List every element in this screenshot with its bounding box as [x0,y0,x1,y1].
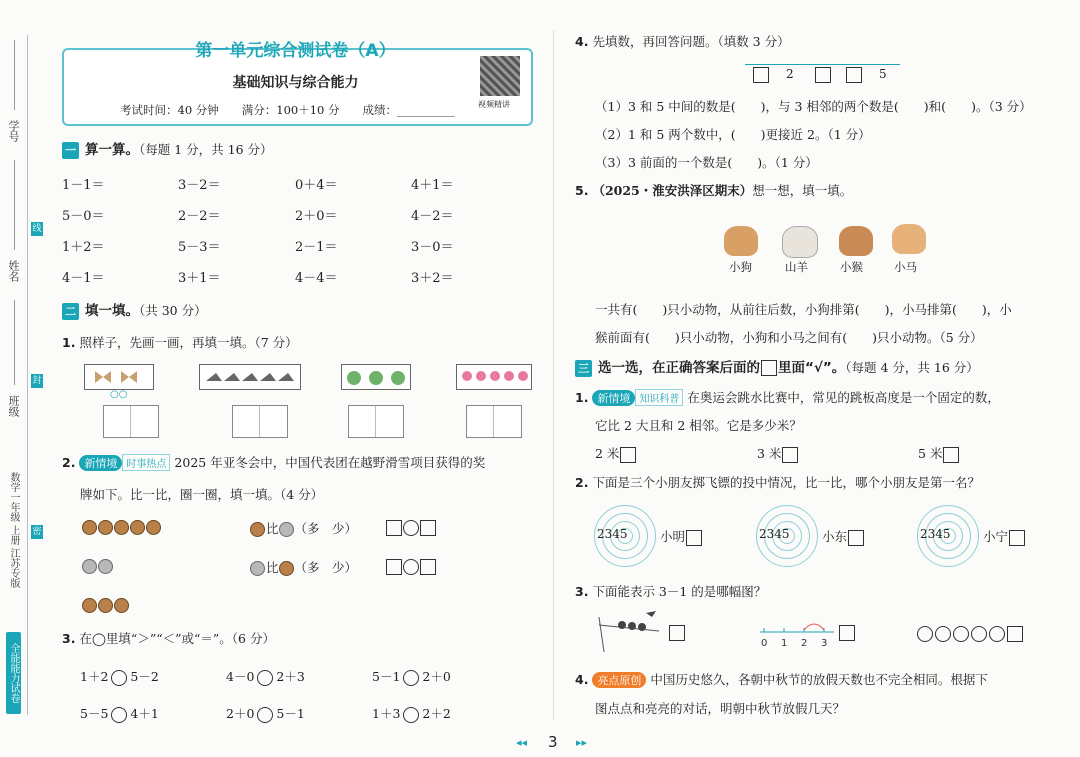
panel-shoes [199,364,301,390]
compare-left: 5－5 [80,706,109,721]
monkey-icon [839,226,873,256]
horse-icon [892,224,926,254]
s3q3-answer-a[interactable] [669,625,685,641]
answer-square[interactable] [420,520,436,536]
q5-prompt: 想一想，填一填。 [752,183,853,198]
s3q2-number: 2. [575,475,589,490]
q5-line-2: 猴前面有( )只小动物，小狗和小马之间有( )只小动物。（5 分） [595,330,983,345]
answer-square[interactable] [1009,530,1025,546]
animal-label-goat: 山羊 [785,260,808,274]
calc-item[interactable]: 3＋2＝ [411,271,454,286]
shoe-icon [200,365,300,389]
nl-label-2: 2 [786,67,794,81]
medal-icon [250,561,265,576]
s3q3-text [575,582,766,600]
flower-icon [457,365,531,389]
q5-source: （2025・淮安洪泽区期末） [592,183,753,198]
s2q1-prompt: 照样子，先画一画，再填一填。（7 分） [79,335,298,350]
child-name: 小宁 [983,529,1009,544]
s3q1-prompt: 在奥运会跳水比赛中，常见的跳板高度是一个固定的数， [687,390,1000,405]
original-tag: 亮点原创 [592,672,646,688]
calc-item[interactable]: 2－2＝ [178,209,221,224]
calc-item[interactable]: 2－1＝ [295,240,338,255]
panel-flowers [456,364,532,390]
compare-circle[interactable] [257,707,273,723]
new-context-tag: 新情境 [592,390,635,406]
nl-box-3[interactable] [846,67,862,83]
section1-title: 算一算。 [85,142,139,158]
section3-title-2: 里面“√”。 [778,360,846,376]
binding-line [27,35,28,715]
answer-box-4[interactable] [466,405,522,438]
q5-number: 5. [575,183,589,198]
s3q1-option-c[interactable] [918,444,960,463]
compare-left: 4－0 [226,669,255,684]
compare-right: 2＋3 [276,669,305,684]
compare-right: 5－2 [130,669,159,684]
compare-circle[interactable] [111,707,127,723]
section2-title: 填一填。 [85,303,139,319]
s3q1-number: 1. [575,390,589,405]
name-label: 姓名 [7,260,20,282]
medal-icon [146,520,161,535]
compare-row-1 [250,519,357,537]
medal-icon [114,598,129,613]
calc-item[interactable]: 1＋2＝ [62,240,105,255]
section1-number: 一 [62,142,79,159]
number-line-icon [758,618,836,650]
book-label: 数学一年级 上册 江苏专版 [8,471,19,589]
binding-tag-c: 密 [32,527,42,537]
section3-heading [575,356,979,377]
circle-icon [935,626,951,642]
answer-box-2[interactable] [232,405,288,438]
answer-square[interactable] [686,530,702,546]
compare-item [80,704,159,723]
s3q1-text [575,388,1000,406]
child-name: 小东 [822,529,848,544]
calc-item[interactable]: 5－3＝ [178,240,221,255]
q4-line-2: （2）1 和 5 两个数中，( )更接近 2。（1 分） [595,127,871,142]
section3-desc: （每题 4 分，共 16 分） [845,360,979,375]
s3q1-prompt-2: 它比 2 大且和 2 相邻。它是多少米？ [595,418,802,433]
answer-box-3[interactable] [348,405,404,438]
medal-icon [82,520,97,535]
q4-text [575,32,790,50]
compare-item [226,667,305,686]
nl-box-1[interactable] [753,67,769,83]
medal-icon [98,559,113,574]
column-divider [553,30,554,720]
compare-answer-2[interactable] [385,558,437,575]
exam-info: 考试时间：40 分钟 满分：100＋10 分 成绩：__________ [120,103,455,117]
s2q2-text [62,453,485,471]
compare-circle[interactable] [403,670,419,686]
calc-item[interactable]: 4－2＝ [411,209,454,224]
target-numbers: 2345 [920,527,951,541]
s2q1-text [62,333,298,351]
s3q3-number: 3. [575,584,589,599]
answer-square[interactable] [848,530,864,546]
answer-square[interactable] [782,447,798,463]
compare-right: 5－1 [276,706,305,721]
nl-tick-2: 2 [801,638,808,649]
qr-code-icon[interactable] [480,56,520,96]
answer-square[interactable] [386,559,402,575]
compare-answer-1[interactable] [385,519,437,536]
s2q3-prompt: 在◯里填“＞”“＜”或“＝”。（6 分） [79,631,275,646]
sample-circles: ○○ [110,389,128,400]
medal-icon [98,598,113,613]
s2q3-number: 3. [62,631,76,646]
calc-item[interactable]: 3＋1＝ [178,271,221,286]
page-subtitle: 基础知识与综合能力 [232,75,359,91]
animal-label-horse: 小马 [894,260,917,274]
section3-title: 选一选，在正确答案后面的 [598,360,760,376]
option-label: 3 米 [757,446,782,461]
nl-box-2[interactable] [815,67,831,83]
calc-item[interactable]: 2＋0＝ [295,209,338,224]
compare-item [80,667,159,686]
class-label: 班级 [7,395,20,417]
binding-tag-b: 封 [32,376,42,386]
s3q4-number: 4. [575,672,589,687]
animal-label-dog: 小狗 [729,260,752,274]
s3q4-text [575,670,988,688]
s3q1-option-a[interactable] [595,444,637,463]
nl-tick-1: 1 [781,638,788,649]
q5-line-1: 一共有( )只小动物，从前往后数，小狗排第( )，小马排第( )，小 [595,302,1012,317]
section2-heading [62,299,207,320]
s3q4-prompt-2: 图点点和亮亮的对话，明朝中秋节放假几天？ [595,701,846,716]
section3-number: 三 [575,360,592,377]
compare-item [226,704,305,723]
circle-icon [989,626,1005,642]
medal-icon [82,559,97,574]
section2-number: 二 [62,303,79,320]
child-name: 小明 [660,529,686,544]
butterfly-icon [85,365,153,389]
calc-item[interactable]: 3－2＝ [178,178,221,193]
calc-item[interactable]: 0＋4＝ [295,178,338,193]
section1-heading [62,138,273,159]
compare-right: 2＋2 [422,706,451,721]
student-id-label: 学号 [7,120,20,142]
qr-label: 视频精讲 [478,100,510,109]
number-line [745,64,900,65]
circle-icon [953,626,969,642]
animal-label-monkey: 小猴 [840,260,863,274]
target-numbers: 2345 [759,527,790,541]
compare-circle[interactable] [111,670,127,686]
s2q3-text [62,629,275,647]
prev-page-icon[interactable]: ◂◂ [516,736,528,749]
calc-item[interactable]: 5－0＝ [62,209,105,224]
frog-icon [342,365,410,389]
class-line [14,300,15,385]
compare-circle[interactable] [257,670,273,686]
checkbox-icon [761,360,777,376]
s3q2-prompt: 下面是三个小朋友掷飞镖的投中情况，比一比，哪个小朋友是第一名？ [592,475,980,490]
calc-item[interactable]: 4－1＝ [62,271,105,286]
calc-item[interactable]: 4－4＝ [295,271,338,286]
compare-word-1: 比 [266,521,279,536]
answer-circle[interactable] [403,559,419,575]
s3q3-answer-c[interactable] [1007,626,1023,642]
circle-icon [971,626,987,642]
medal-icon [279,561,294,576]
series-label: 全能能力试卷 [6,632,21,714]
compare-left: 1＋2 [80,669,109,684]
compare-item [372,704,451,723]
compare-right: 2＋0 [422,669,451,684]
q4-number: 4. [575,34,589,49]
compare-row-2 [250,558,357,576]
compare-choice-2: （多 少） [294,560,358,575]
calc-item[interactable]: 1－1＝ [62,178,105,193]
answer-circle[interactable] [403,520,419,536]
answer-square[interactable] [943,447,959,463]
medal-icon [250,522,265,537]
medal-icon [98,520,113,535]
circles-picture [916,625,1024,642]
compare-choice-1: （多 少） [294,521,358,536]
new-context-tag: 新情境 [79,455,122,471]
s2q2-prompt: 2025 年亚冬会中，中国代表团在越野滑雪项目获得的奖 [174,455,486,470]
medal-icon [279,522,294,537]
dog-icon [724,226,758,256]
target-option[interactable] [822,527,865,546]
compare-word-2: 比 [266,560,279,575]
answer-box-1[interactable] [103,405,159,438]
nl-label-5: 5 [879,67,887,81]
s2q2-number: 2. [62,455,76,470]
medal-icon [130,520,145,535]
target-option[interactable] [983,527,1026,546]
student-id-line [14,40,15,110]
compare-left: 2＋0 [226,706,255,721]
calc-item[interactable]: 4＋1＝ [411,178,454,193]
s2q2-prompt-2: 牌如下。比一比，圈一圈，填一填。（4 分） [80,487,324,502]
page-title: 第一单元综合测试卷（A） [195,41,396,61]
medal-icon [114,520,129,535]
silver-medals [82,558,114,574]
circle-icon [917,626,933,642]
nl-tick-0: 0 [761,638,768,649]
s3q3-answer-b[interactable] [839,625,855,641]
target-numbers: 2345 [597,527,628,541]
compare-right: 4＋1 [130,706,159,721]
section2-desc: （共 30 分） [139,303,207,318]
birds-on-wire-icon [594,607,664,652]
answer-square[interactable] [620,447,636,463]
answer-square[interactable] [420,559,436,575]
panel-frogs [341,364,411,390]
name-line [14,160,15,250]
q5-text [575,181,852,199]
nl-tick-3: 3 [821,638,828,649]
answer-square[interactable] [386,520,402,536]
bronze-medals [82,597,130,613]
binding-tag-a: 线 [32,224,42,234]
s3q2-text [575,473,980,491]
compare-item [372,667,451,686]
panel-butterflies [84,364,154,390]
s2q1-number: 1. [62,335,76,350]
gold-medals [82,519,162,535]
option-label: 2 米 [595,446,620,461]
hot-topic-tag: 时事热点 [122,454,170,471]
s3q1-option-b[interactable] [757,444,799,463]
compare-left: 1＋3 [372,706,401,721]
calc-item[interactable]: 3－0＝ [411,240,454,255]
compare-left: 5－1 [372,669,401,684]
s3q4-prompt: 中国历史悠久，各朝中秋节的放假天数也不完全相同。根据下 [650,672,988,687]
section1-desc: （每题 1 分，共 16 分） [139,142,273,157]
medal-icon [82,598,97,613]
q4-prompt: 先填数，再回答问题。（填数 3 分） [592,34,790,49]
goat-icon [782,226,818,258]
page-number: 3 [548,733,558,751]
science-tag: 知识科普 [635,389,683,406]
compare-circle[interactable] [403,707,419,723]
option-label: 5 米 [918,446,943,461]
target-option[interactable] [660,527,703,546]
q4-line-3: （3）3 前面的一个数是( )。（1 分） [595,155,818,170]
next-page-icon[interactable]: ▸▸ [576,736,588,749]
q4-line-1: （1）3 和 5 中间的数是( )，与 3 相邻的两个数是( )和( )。（3 分） [595,99,1032,114]
s3q3-prompt: 下面能表示 3－1 的是哪幅图？ [592,584,767,599]
